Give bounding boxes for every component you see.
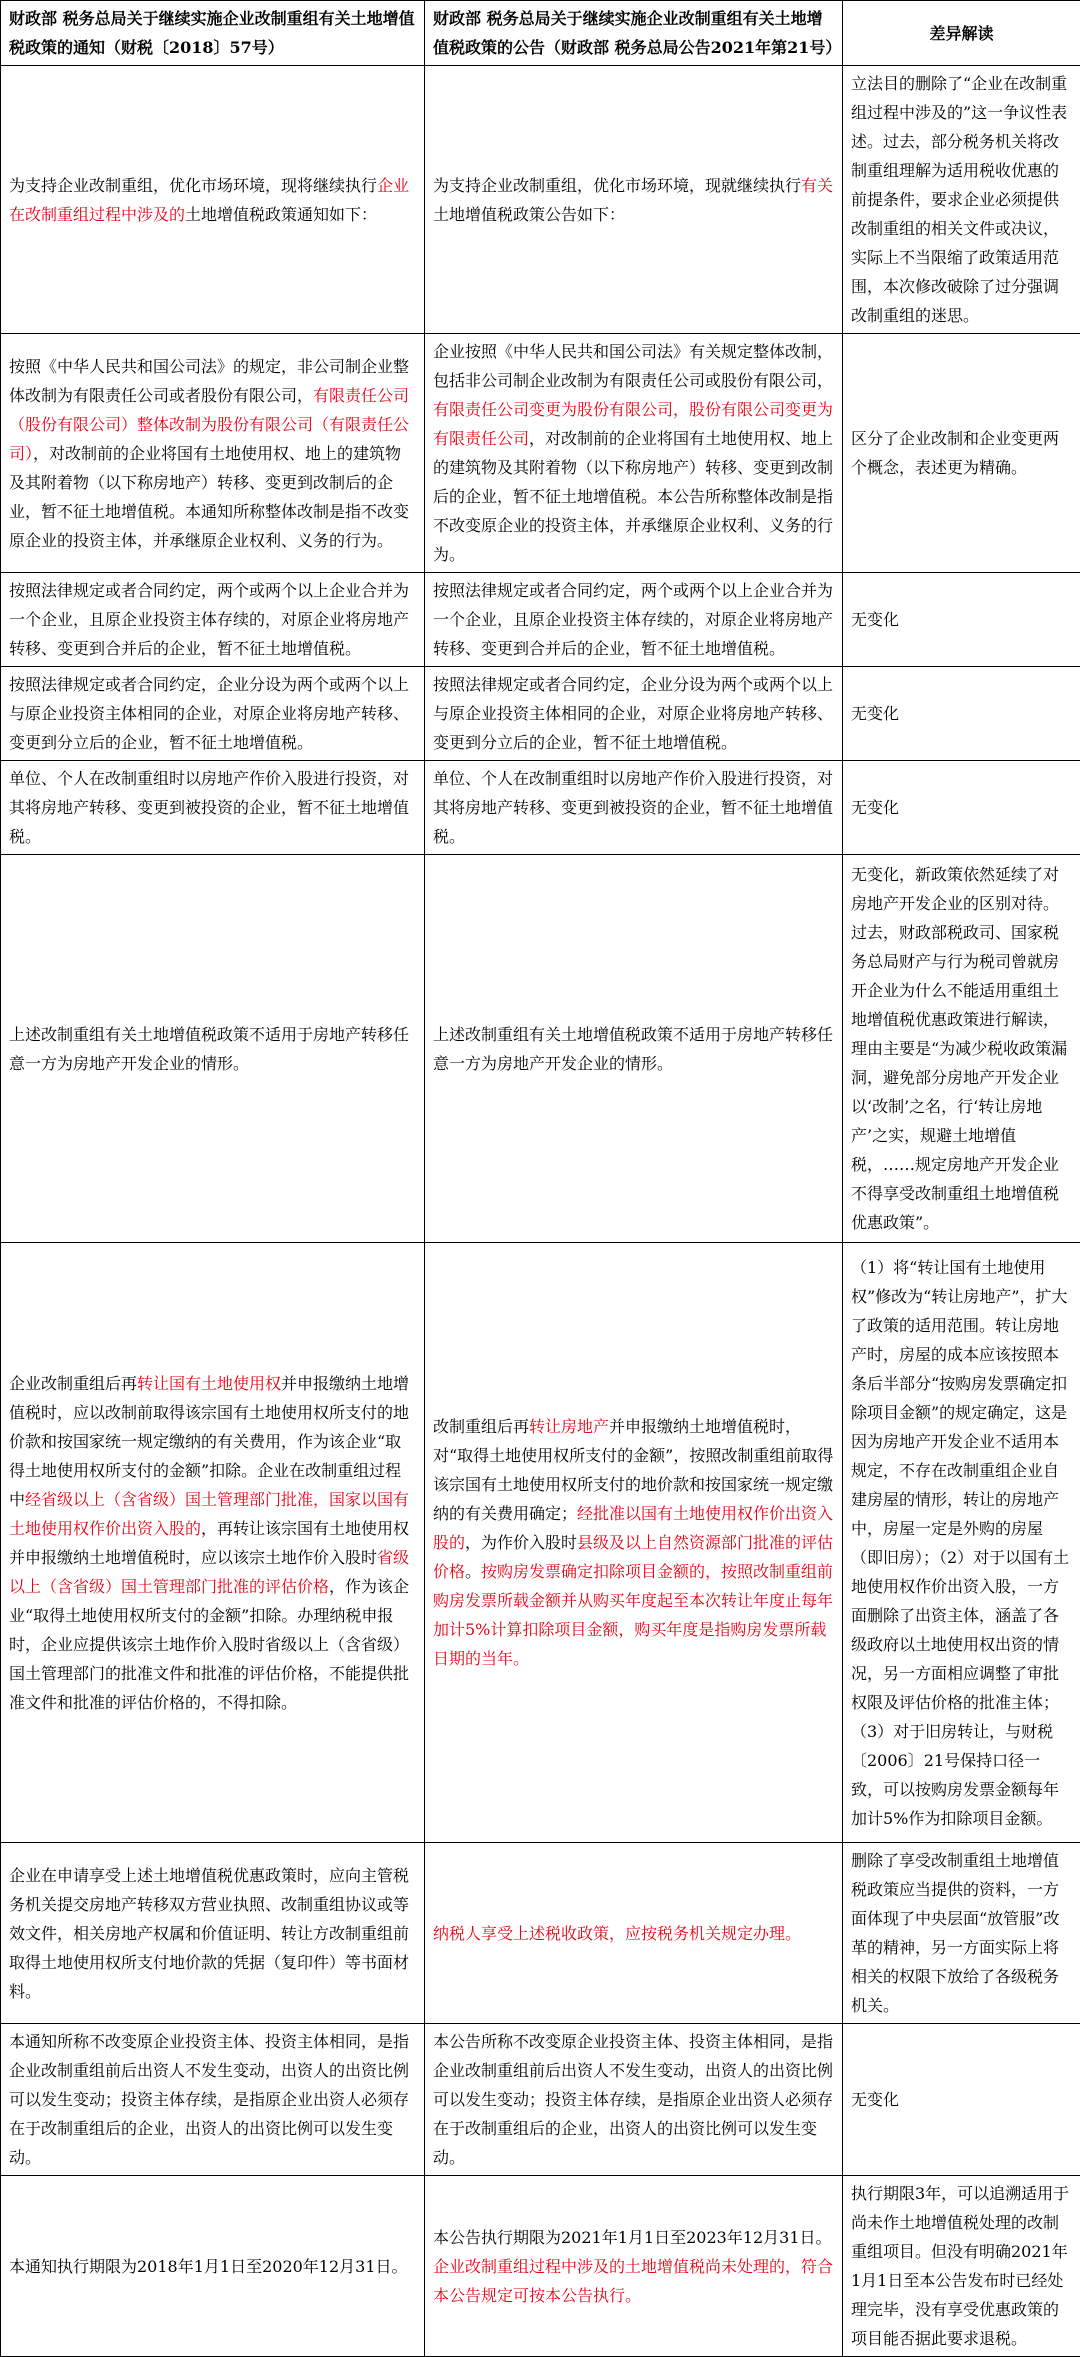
- old-provision-cell: [1, 334, 425, 573]
- highlighted-change-text: 经省级以上（含省级）国土管理部门批准，国家以国有土地使用权作价出资入股的: [9, 1490, 409, 1538]
- provision-text: 为支持企业改制重组，优化市场环境，现将继续执行: [9, 176, 377, 195]
- comparison-row: [1, 667, 1080, 761]
- provision-text: 立法目的删除了“企业在改制重组过程中涉及的”这一争议性表述。过去，部分税务机关将改制重组理解为适用税收优惠的前提条件，要求企业必须提供改制重组的相关文件或决议，实际上不当限缩了政策适用范围，本次修改破除了过分强调改制重组的迷思。: [851, 74, 1067, 325]
- old-provision-cell: [1, 1243, 425, 1843]
- difference-note-cell: [843, 66, 1080, 334]
- provision-text: 按照法律规定或者合同约定，企业分设为两个或两个以上与原企业投资主体相同的企业，对原企业将房地产转移、变更到分立后的企业，暂不征土地增值税。: [9, 675, 409, 752]
- highlighted-change-text: 经批准以国有土地使用权作价出资入股的: [433, 1504, 833, 1552]
- provision-text: 并申报缴纳土地增值税时，应以改制前取得该宗国有土地使用权所支付的地价款和按国家统一规定缴纳的有关费用，作为该企业“取得土地使用权所支付的金额”扣除。企业在改制重组过程中: [9, 1374, 409, 1509]
- provision-text: 无变化: [851, 610, 899, 629]
- provision-text: 无变化，新政策依然延续了对房地产开发企业的区别对待。过去，财政部税政司、国家税务总局财产与行为税司曾就房开企业为什么不能适用重组土地增值税优惠政策进行解读，理由主要是“为减少税收政策漏洞，避免部分房地产开发企业以‘改制’之名，行‘转让房地产’之实，规避土地增值税，……规定房地产开发企业不得享受改制重组土地增值税优惠政策”。: [851, 865, 1067, 1232]
- provision-text: 本公告所称不改变原企业投资主体、投资主体相同，是指企业改制重组前后出资人不发生变动，出资人的出资比例可以发生变动；投资主体存续，是指原企业出资人必须存在于改制重组后的企业，出资人的出资比例可以发生变动。: [433, 2032, 833, 2167]
- provision-text: 上述改制重组有关土地增值税政策不适用于房地产转移任意一方为房地产开发企业的情形。: [9, 1025, 409, 1073]
- provision-text: 无变化: [851, 798, 899, 817]
- header-difference-interpretation: 差异解读: [843, 1, 1080, 66]
- difference-note-cell: [843, 2024, 1080, 2176]
- highlighted-change-text: 纳税人享受上述税收政策，应按税务机关规定办理。: [433, 1924, 801, 1943]
- header-old-notice: 财政部 税务总局关于继续实施企业改制重组有关土地增值税政策的通知（财税〔2018〕57号）: [1, 1, 425, 66]
- highlighted-change-text: 企业在改制重组过程中涉及的: [9, 176, 409, 224]
- comparison-row: [1, 855, 1080, 1243]
- new-provision-cell: [425, 761, 843, 855]
- difference-note-cell: [843, 761, 1080, 855]
- provision-text: 按照法律规定或者合同约定，两个或两个以上企业合并为一个企业，且原企业投资主体存续的，对原企业将房地产转移、变更到合并后的企业，暂不征土地增值税。: [9, 581, 409, 658]
- provision-text: ，为作价入股时: [465, 1533, 577, 1552]
- old-provision-cell: [1, 1843, 425, 2024]
- old-provision-cell: [1, 855, 425, 1243]
- old-provision-cell: [1, 667, 425, 761]
- new-provision-cell: [425, 1243, 843, 1843]
- provision-text: 并申报缴纳土地增值税时，对“取得土地使用权所支付的金额”，按照改制重组前取得该宗国有土地使用权所支付的地价款和按国家统一规定缴纳的有关费用确定；: [433, 1417, 833, 1523]
- comparison-row: [1, 1243, 1080, 1843]
- provision-text: 按照《中华人民共和国公司法》的规定，非公司制企业整体改制为有限责任公司或者股份有限公司，: [9, 357, 409, 405]
- header-row: [1, 1, 1080, 66]
- header-new-announcement: 财政部 税务总局关于继续实施企业改制重组有关土地增值税政策的公告（财政部 税务总局公告2021年第21号）: [425, 1, 843, 66]
- provision-text: ，作为该企业“取得土地使用权所支付的金额”扣除。办理纳税申报时，企业应提供该宗土地作价入股时省级以上（含省级）国土管理部门的批准文件和批准的评估价格，不能提供批准文件和批准的评估价格的，不得扣除。: [9, 1577, 409, 1712]
- highlighted-change-text: 县级及以上自然资源部门批准的评估价格: [433, 1533, 833, 1581]
- comparison-row: [1, 573, 1080, 667]
- provision-text: 改制重组后再: [433, 1417, 529, 1436]
- difference-note-cell: [843, 1843, 1080, 2024]
- provision-text: 单位、个人在改制重组时以房地产作价入股进行投资，对其将房地产转移、变更到被投资的企业，暂不征土地增值税。: [9, 769, 409, 846]
- comparison-row: [1, 334, 1080, 573]
- comparison-body: [1, 66, 1080, 2357]
- highlighted-change-text: 转让国有土地使用权: [137, 1374, 281, 1393]
- provision-text: 。: [465, 1562, 481, 1581]
- new-provision-cell: [425, 667, 843, 761]
- provision-text: （1）将“转让国有土地使用权”修改为“转让房地产”，扩大了政策的适用范围。转让房地产时，房屋的成本应该按照本条后半部分“按购房发票确定扣除项目金额”的规定确定，这是因为房地产开发企业不适用本规定，不存在改制重组企业自建房屋的情形，转让的房地产中，房屋一定是外购的房屋（即旧房）；（2）对于以国有土地使用权作价出资入股，一方面删除了出资主体，涵盖了各级政府以土地使用权出资的情况，另一方面相应调整了审批权限及评估价格的批准主体；（3）对于旧房转让，与财税〔2006〕21号保持口径一致，可以按购房发票金额每年加计5%作为扣除项目金额。: [851, 1258, 1069, 1828]
- highlighted-change-text: 按购房发票确定扣除项目金额的，按照改制重组前购房发票所载金额并从购买年度起至本次转让年度止每年加计5%计算扣除项目金额，购买年度是指购房发票所载日期的当年。: [433, 1562, 833, 1668]
- provision-text: 单位、个人在改制重组时以房地产作价入股进行投资，对其将房地产转移、变更到被投资的企业，暂不征土地增值税。: [433, 769, 833, 846]
- provision-text: 无变化: [851, 2090, 899, 2109]
- provision-text: 本通知执行期限为2018年1月1日至2020年12月31日。: [9, 2257, 408, 2276]
- highlighted-change-text: 企业改制重组过程中涉及的土地增值税尚未处理的，符合本公告规定可按本公告执行。: [433, 2257, 833, 2305]
- provision-text: 区分了企业改制和企业变更两个概念，表述更为精确。: [851, 429, 1059, 477]
- provision-text: 按照法律规定或者合同约定，两个或两个以上企业合并为一个企业，且原企业投资主体存续的，对原企业将房地产转移、变更到合并后的企业，暂不征土地增值税。: [433, 581, 833, 658]
- old-provision-cell: [1, 2024, 425, 2176]
- old-provision-cell: [1, 2176, 425, 2357]
- provision-text: 企业在申请享受上述土地增值税优惠政策时，应向主管税务机关提交房地产转移双方营业执照、改制重组协议或等效文件，相关房地产权属和价值证明、转让方改制重组前取得土地使用权所支付地价款的凭据（复印件）等书面材料。: [9, 1866, 409, 2001]
- difference-note-cell: [843, 667, 1080, 761]
- new-provision-cell: [425, 1843, 843, 2024]
- provision-text: 为支持企业改制重组，优化市场环境，现就继续执行: [433, 176, 801, 195]
- comparison-row: [1, 2024, 1080, 2176]
- new-provision-cell: [425, 2176, 843, 2357]
- difference-note-cell: [843, 334, 1080, 573]
- new-provision-cell: [425, 66, 843, 334]
- highlighted-change-text: 有限责任公司（股份有限公司）整体改制为股份有限公司（有限责任公司）: [9, 386, 409, 463]
- provision-text: 企业按照《中华人民共和国公司法》有关规定整体改制，包括非公司制企业改制为有限责任公司或股份有限公司，: [433, 342, 833, 390]
- difference-note-cell: [843, 855, 1080, 1243]
- provision-text: 土地增值税政策公告如下：: [433, 205, 625, 224]
- highlighted-change-text: 有关: [801, 176, 833, 195]
- provision-text: 按照法律规定或者合同约定，企业分设为两个或两个以上与原企业投资主体相同的企业，对原企业将房地产转移、变更到分立后的企业，暂不征土地增值税。: [433, 675, 833, 752]
- new-provision-cell: [425, 2024, 843, 2176]
- comparison-row: [1, 2176, 1080, 2357]
- provision-text: 本通知所称不改变原企业投资主体、投资主体相同，是指企业改制重组前后出资人不发生变动，出资人的出资比例可以发生变动；投资主体存续，是指原企业出资人必须存在于改制重组后的企业，出资人的出资比例可以发生变动。: [9, 2032, 409, 2167]
- highlighted-change-text: 有限责任公司变更为股份有限公司，股份有限公司变更为有限责任公司: [433, 400, 833, 448]
- provision-text: 无变化: [851, 704, 899, 723]
- provision-text: ，对改制前的企业将国有土地使用权、地上的建筑物及其附着物（以下称房地产）转移、变更到改制后的企业，暂不征土地增值税。本通知所称整体改制是指不改变原企业的投资主体，并承继原企业权利、义务的行为。: [9, 444, 409, 550]
- highlighted-change-text: 省级以上（含省级）国土管理部门批准的评估价格: [9, 1548, 409, 1596]
- new-provision-cell: [425, 855, 843, 1243]
- difference-note-cell: [843, 1243, 1080, 1843]
- provision-text: ，再转让该宗国有土地使用权并申报缴纳土地增值税时，应以该宗土地作价入股时: [9, 1519, 409, 1567]
- provision-text: 删除了享受改制重组土地增值税政策应当提供的资料，一方面体现了中央层面“放管服”改革的精神，另一方面实际上将相关的权限下放给了各级税务机关。: [851, 1851, 1059, 2015]
- highlighted-change-text: 转让房地产: [529, 1417, 609, 1436]
- provision-text: 企业改制重组后再: [9, 1374, 137, 1393]
- provision-text: 执行期限3年，可以追溯适用于尚未作土地增值税处理的改制重组项目。但没有明确2021年1月1日至本公告发布时已经处理完毕，没有享受优惠政策的项目能否据此要求退税。: [851, 2184, 1069, 2348]
- provision-text: 上述改制重组有关土地增值税政策不适用于房地产转移任意一方为房地产开发企业的情形。: [433, 1025, 833, 1073]
- old-provision-cell: [1, 573, 425, 667]
- old-provision-cell: [1, 66, 425, 334]
- new-provision-cell: [425, 334, 843, 573]
- comparison-row: [1, 761, 1080, 855]
- difference-note-cell: [843, 2176, 1080, 2357]
- provision-text: 土地增值税政策通知如下：: [185, 205, 377, 224]
- new-provision-cell: [425, 573, 843, 667]
- provision-text: ，对改制前的企业将国有土地使用权、地上的建筑物及其附着物（以下称房地产）转移、变更到改制后的企业，暂不征土地增值税。本公告所称整体改制是指不改变原企业的投资主体，并承继原企业权利、义务的行为。: [433, 429, 833, 564]
- difference-note-cell: [843, 573, 1080, 667]
- provision-text: 本公告执行期限为2021年1月1日至2023年12月31日。: [433, 2228, 832, 2247]
- comparison-row: [1, 1843, 1080, 2024]
- comparison-row: [1, 66, 1080, 334]
- old-provision-cell: [1, 761, 425, 855]
